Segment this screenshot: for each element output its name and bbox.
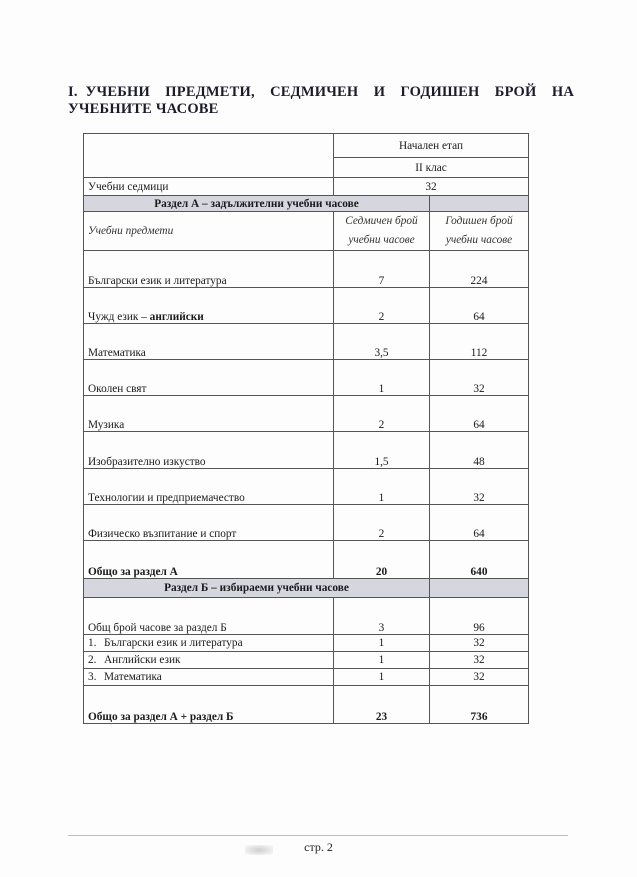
list-number: 2. (88, 654, 97, 666)
band-blank-cell (430, 196, 529, 212)
scan-smudge (245, 845, 273, 855)
subject-name: Български език и литература (84, 251, 334, 288)
subject-name: Математика (84, 324, 334, 360)
yearly-value: 64 (430, 288, 529, 324)
document-heading (68, 84, 574, 118)
weekly-value: 1 (334, 669, 430, 686)
weekly-value: 1 (334, 360, 430, 396)
elective-subject (84, 635, 334, 652)
table-row (84, 178, 529, 196)
subject-name: Физическо възпитание и спорт (84, 505, 334, 541)
col-yearly-line1: Годишен брой (445, 215, 513, 227)
yearly-value: 112 (430, 324, 529, 360)
table-row (84, 635, 529, 652)
elective-subject (84, 669, 334, 686)
weekly-value: 3,5 (334, 324, 430, 360)
section-b-total-yearly: 96 (430, 598, 529, 635)
weeks-label: Учебни седмици (84, 178, 334, 196)
footer-divider (68, 835, 568, 836)
page-number: стр. 2 (304, 840, 333, 854)
list-number: 3. (88, 671, 97, 683)
subject-name-bold: английски (149, 311, 204, 323)
class-cell: II клас (334, 158, 529, 178)
table-row (84, 505, 529, 541)
column-header-row (84, 212, 529, 251)
total-ab-row (84, 686, 529, 724)
total-ab-yearly: 736 (430, 686, 529, 724)
weekly-value: 2 (334, 505, 430, 541)
col-yearly-header (430, 212, 529, 251)
table-row (84, 360, 529, 396)
yearly-value: 32 (430, 635, 529, 652)
band-blank-cell (430, 579, 529, 598)
col-weekly-line2: учебни часове (348, 234, 415, 246)
table-row (84, 652, 529, 669)
col-yearly-line2: учебни часове (445, 234, 513, 246)
total-a-weekly: 20 (334, 541, 430, 579)
section-b-band (84, 579, 529, 598)
list-number: 1. (88, 637, 97, 649)
col-subjects-header: Учебни предмети (84, 212, 334, 251)
table-row (84, 134, 529, 158)
section-b-title: Раздел Б – избираеми учебни часове (84, 579, 430, 598)
total-ab-label: Общо за раздел А + раздел Б (84, 686, 334, 724)
table-row (84, 324, 529, 360)
section-a-title: Раздел А – задължителни учебни часове (84, 196, 430, 212)
yearly-value: 32 (430, 469, 529, 505)
yearly-value: 32 (430, 360, 529, 396)
subject-name: Технологии и предприемачество (84, 469, 334, 505)
weekly-value: 1,5 (334, 432, 430, 469)
section-b-total-weekly: 3 (334, 598, 430, 635)
weekly-value: 2 (334, 288, 430, 324)
total-a-label: Общо за раздел А (84, 541, 334, 579)
yearly-value: 32 (430, 652, 529, 669)
weekly-value: 2 (334, 396, 430, 432)
yearly-value: 64 (430, 505, 529, 541)
weekly-value: 7 (334, 251, 430, 288)
table-row (84, 288, 529, 324)
stage-cell: Начален етап (334, 134, 529, 158)
yearly-value: 224 (430, 251, 529, 288)
table-row (84, 669, 529, 686)
subject-name: Музика (84, 396, 334, 432)
subject-name: Изобразително изкуство (84, 432, 334, 469)
weekly-value: 1 (334, 469, 430, 505)
yearly-value: 48 (430, 432, 529, 469)
weekly-value: 1 (334, 652, 430, 669)
weekly-value: 1 (334, 635, 430, 652)
section-b-total-row (84, 598, 529, 635)
subject-name: Околен свят (84, 360, 334, 396)
curriculum-table (83, 133, 529, 724)
weeks-value: 32 (334, 178, 529, 196)
col-weekly-line1: Седмичен брой (345, 215, 418, 227)
subject-name-plain: Чужд език – (88, 311, 150, 323)
section-a-band (84, 196, 529, 212)
col-weekly-header (334, 212, 430, 251)
elective-name: Български език и литература (104, 637, 243, 649)
table-row (84, 396, 529, 432)
table-row (84, 432, 529, 469)
total-ab-weekly: 23 (334, 686, 430, 724)
heading-number: I. (68, 84, 78, 100)
total-a-yearly: 640 (430, 541, 529, 579)
heading-text: УЧЕБНИ ПРЕДМЕТИ, СЕДМИЧЕН И ГОДИШЕН БРОЙ НА УЧЕБНИТЕ ЧАСОВЕ (68, 84, 574, 117)
empty-header-cell (84, 134, 334, 178)
elective-subject (84, 652, 334, 669)
elective-name: Математика (104, 671, 162, 683)
yearly-value: 64 (430, 396, 529, 432)
total-a-row (84, 541, 529, 579)
subject-name (84, 288, 334, 324)
table-row (84, 251, 529, 288)
yearly-value: 32 (430, 669, 529, 686)
section-b-total-label: Общ брой часове за раздел Б (84, 598, 334, 635)
elective-name: Английски език (104, 654, 181, 666)
table-row (84, 469, 529, 505)
